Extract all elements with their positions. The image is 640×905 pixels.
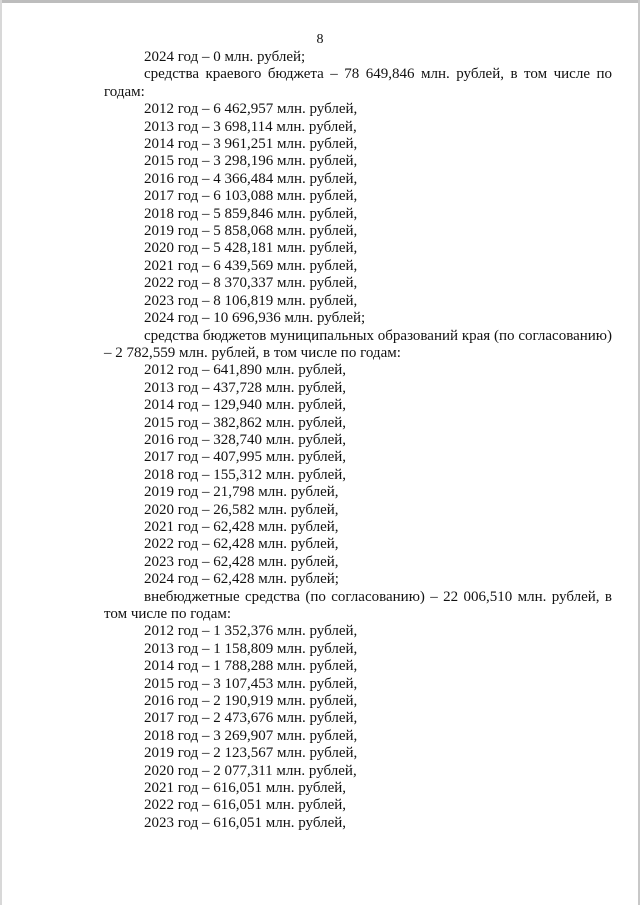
year-amount-line: 2024 год – 62,428 млн. рублей; <box>144 571 339 588</box>
year-amount-line: 2016 год – 2 190,919 млн. рублей, <box>144 693 358 710</box>
year-amount-line: 2020 год – 2 077,311 млн. рублей, <box>144 762 357 779</box>
year-amount-line: 2014 год – 1 788,288 млн. рублей, <box>144 658 358 675</box>
year-amount-line: 2018 год – 155,312 млн. рублей, <box>144 466 347 483</box>
year-amount-line: 2017 год – 407,995 млн. рублей, <box>144 449 347 466</box>
year-amount-line: 2014 год – 3 961,251 млн. рублей, <box>144 136 358 153</box>
year-amount-line: 2019 год – 2 123,567 млн. рублей, <box>144 745 358 762</box>
year-amount-line: 2016 год – 328,740 млн. рублей, <box>144 431 347 448</box>
year-amount-line: 2024 год – 10 696,936 млн. рублей; <box>144 310 366 327</box>
year-amount-line: 2023 год – 8 106,819 млн. рублей, <box>144 292 358 309</box>
year-amount-line: 2012 год – 641,890 млн. рублей, <box>144 362 347 379</box>
scan-top-edge <box>0 0 640 3</box>
year-amount-line: 2018 год – 5 859,846 млн. рублей, <box>144 205 358 222</box>
year-amount-line: 2013 год – 437,728 млн. рублей, <box>144 379 347 396</box>
year-amount-line: 2022 год – 8 370,337 млн. рублей, <box>144 275 358 292</box>
document-body <box>104 49 612 832</box>
year-amount-line: 2018 год – 3 269,907 млн. рублей, <box>144 727 358 744</box>
year-amount-line: 2015 год – 382,862 млн. рублей, <box>144 414 347 431</box>
year-amount-line: 2021 год – 6 439,569 млн. рублей, <box>144 257 358 274</box>
year-amount-line: 2013 год – 3 698,114 млн. рублей, <box>144 118 357 135</box>
year-amount-line: 2014 год – 129,940 млн. рублей, <box>144 397 347 414</box>
year-amount-line: 2021 год – 616,051 млн. рублей, <box>144 780 347 797</box>
year-amount-line: 2024 год – 0 млн. рублей; <box>144 49 306 65</box>
year-amount-line: 2020 год – 5 428,181 млн. рублей, <box>144 240 358 257</box>
page-number: 8 <box>316 32 324 47</box>
year-amount-line: 2019 год – 5 858,068 млн. рублей, <box>144 223 358 240</box>
year-amount-line: 2022 год – 62,428 млн. рублей, <box>144 536 339 553</box>
year-amount-line: 2016 год – 4 366,484 млн. рублей, <box>144 170 358 187</box>
year-amount-line: 2012 год – 6 462,957 млн. рублей, <box>144 101 358 118</box>
funding-source-paragraph: средства бюджетов муниципальных образований края (по согласованию) – 2 782,559 млн. рублей, в том числе по годам: <box>104 327 612 361</box>
year-amount-line: 2021 год – 62,428 млн. рублей, <box>144 518 339 535</box>
year-amount-line: 2017 год – 2 473,676 млн. рублей, <box>144 710 358 727</box>
year-amount-line: 2017 год – 6 103,088 млн. рублей, <box>144 188 358 205</box>
scan-left-edge <box>0 0 2 905</box>
funding-source-paragraph: средства краевого бюджета – 78 649,846 млн. рублей, в том числе по годам: <box>104 66 612 100</box>
year-amount-line: 2013 год – 1 158,809 млн. рублей, <box>144 640 358 657</box>
year-amount-line: 2012 год – 1 352,376 млн. рублей, <box>144 623 358 640</box>
funding-source-paragraph: внебюджетные средства (по согласованию) – 22 006,510 млн. рублей, в том числе по годам: <box>104 588 612 622</box>
year-amount-line: 2015 год – 3 298,196 млн. рублей, <box>144 153 358 170</box>
year-amount-line: 2019 год – 21,798 млн. рублей, <box>144 484 339 501</box>
year-amount-line: 2015 год – 3 107,453 млн. рублей, <box>144 675 358 692</box>
year-amount-line: 2023 год – 616,051 млн. рублей, <box>144 814 347 831</box>
year-amount-line: 2022 год – 616,051 млн. рублей, <box>144 797 347 814</box>
year-amount-line: 2023 год – 62,428 млн. рублей, <box>144 553 339 570</box>
year-amount-line: 2020 год – 26,582 млн. рублей, <box>144 501 339 518</box>
